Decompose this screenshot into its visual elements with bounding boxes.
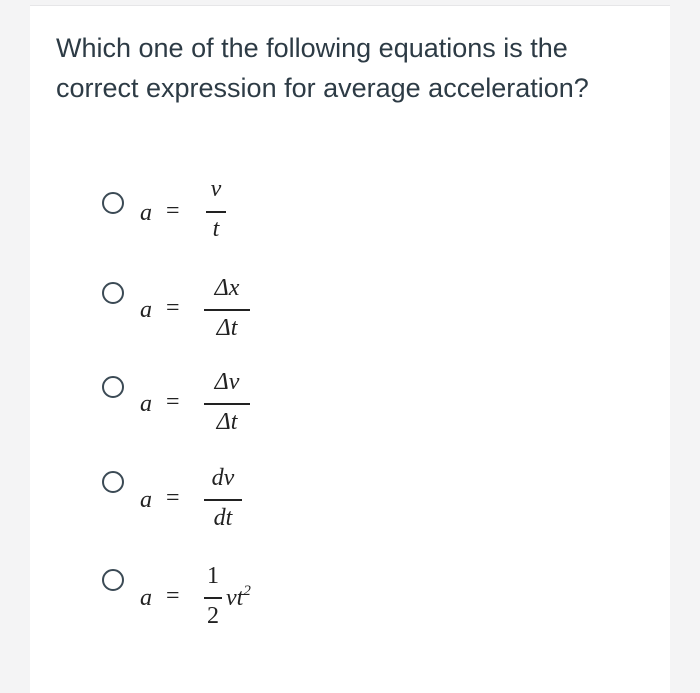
radio-empty-icon[interactable]: [102, 569, 124, 591]
question-text: [56, 28, 646, 108]
option-5-vt: vt: [226, 585, 244, 611]
option-1-numerator: v: [210, 176, 222, 202]
option-3-fraction-bar: [204, 403, 250, 405]
option-2-denominator: Δt: [216, 315, 238, 341]
answer-option-2[interactable]: [30, 274, 670, 354]
radio-empty-icon[interactable]: [102, 282, 124, 304]
answer-option-1[interactable]: [30, 178, 670, 258]
option-3-numerator: Δv: [214, 369, 240, 395]
question-line-1: Which one of the following equations is the: [56, 33, 568, 63]
option-5-equals: =: [166, 583, 180, 609]
option-1-equals: =: [166, 198, 180, 224]
option-4-equals: =: [166, 485, 180, 511]
answer-option-4[interactable]: [30, 463, 670, 543]
answer-option-5[interactable]: [30, 561, 670, 641]
option-1-lhs: a: [140, 200, 152, 226]
option-5-lhs: a: [140, 585, 152, 611]
radio-empty-icon[interactable]: [102, 192, 124, 214]
option-1-fraction-bar: [206, 211, 226, 213]
option-2-equals: =: [166, 295, 180, 321]
question-line-2: correct expression for average acceleration?: [56, 73, 589, 103]
question-card: [30, 5, 670, 693]
option-4-lhs: a: [140, 487, 152, 513]
option-5-exponent: 2: [243, 583, 251, 599]
option-4-numerator: dv: [211, 465, 235, 491]
option-5-denominator: 2: [207, 603, 219, 629]
option-3-denominator: Δt: [216, 409, 238, 435]
option-5-fraction-bar: [204, 597, 222, 599]
option-1-denominator: t: [212, 216, 220, 242]
option-2-numerator: Δx: [214, 275, 240, 301]
option-5-numerator: 1: [207, 563, 219, 589]
option-3-equals: =: [166, 389, 180, 415]
option-5-tail: [226, 583, 251, 612]
option-2-fraction-bar: [204, 309, 250, 311]
answer-option-3[interactable]: [30, 368, 670, 448]
option-4-fraction-bar: [204, 499, 242, 501]
option-3-lhs: a: [140, 391, 152, 417]
radio-empty-icon[interactable]: [102, 471, 124, 493]
option-4-denominator: dt: [213, 505, 233, 531]
radio-empty-icon[interactable]: [102, 376, 124, 398]
option-2-lhs: a: [140, 297, 152, 323]
